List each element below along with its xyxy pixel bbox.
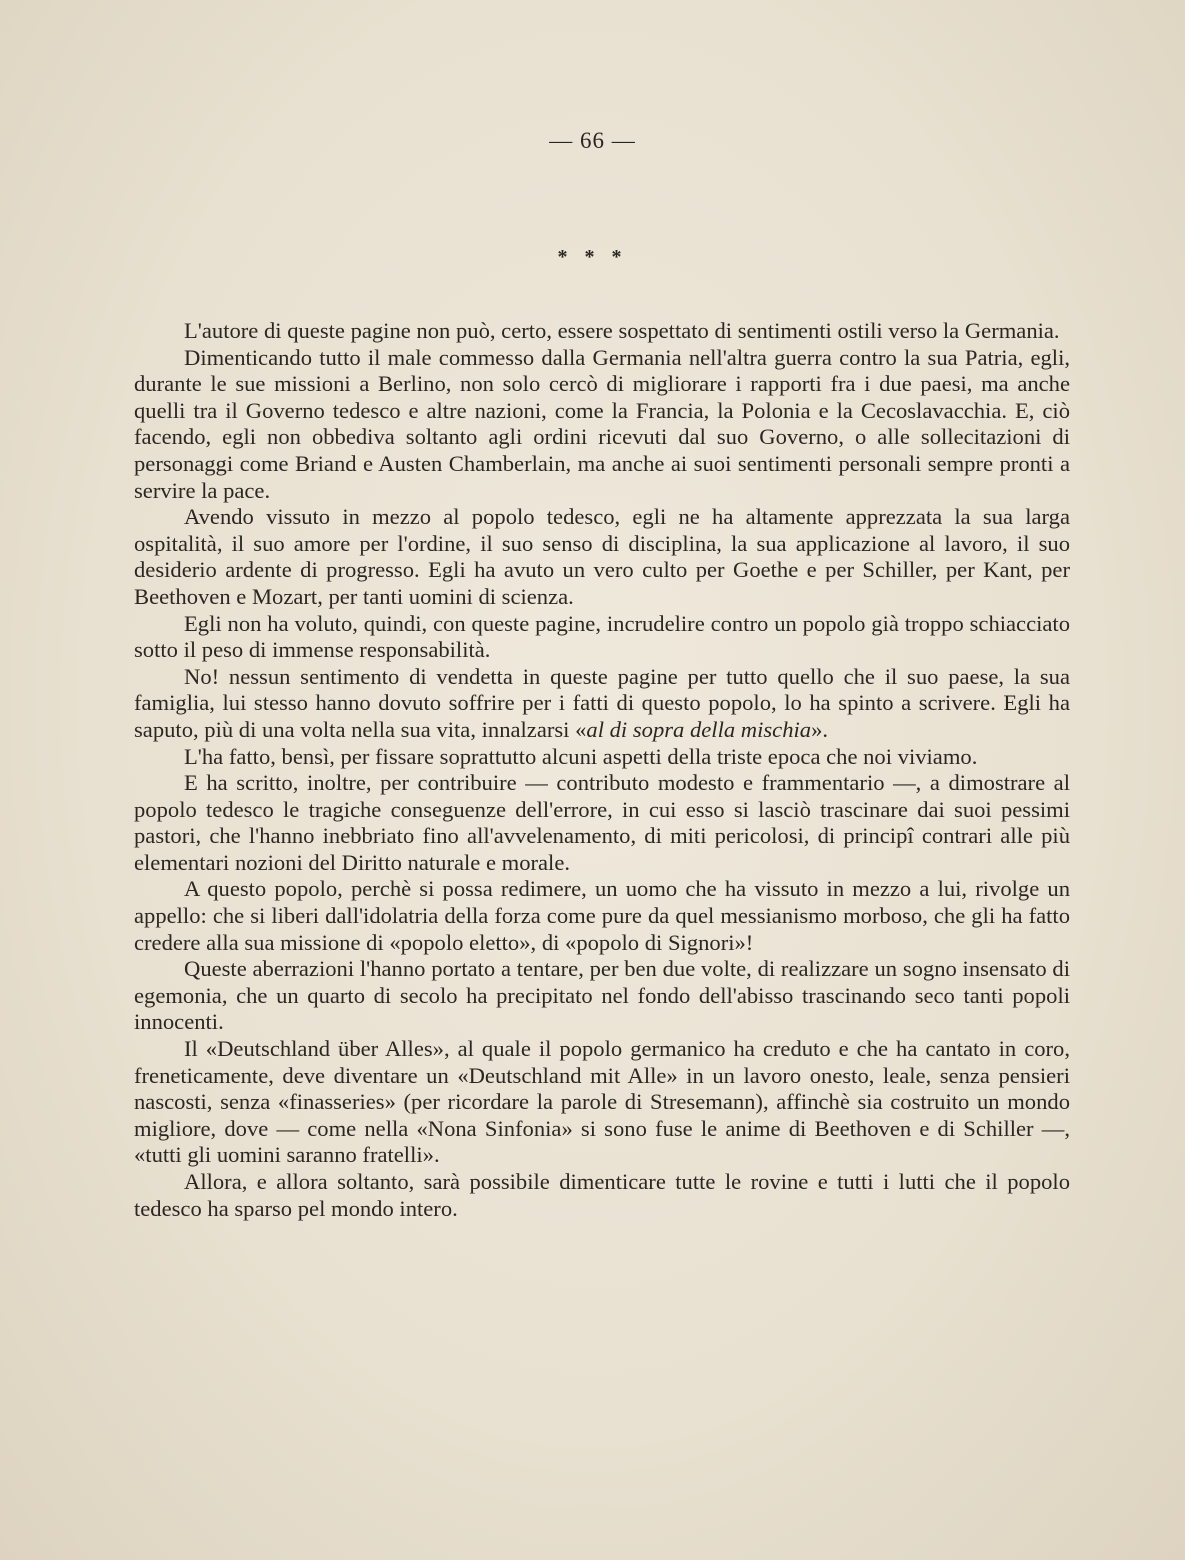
body-text [134,318,1070,1222]
paragraph-6: L'ha fatto, bensì, per fissare soprattutto alcuni aspetti della triste epoca che noi viviamo. [184,743,978,769]
paragraph-5-italic-quote: al di sopra della mischia [586,716,812,742]
paragraph-5-text-before: No! nessun sentimento di vendetta in queste pagine per tutto quello che il suo paese, la sua famiglia, lui stesso hanno dovuto soffrire per i fatti di questo popolo, lo ha spinto a scrivere. Egli ha saputo, più di una volta nella sua vita, innalzarsi « [134,663,1070,742]
section-separator: * * * [557,246,628,268]
paragraph-7: E ha scritto, inoltre, per contribuire — contributo modesto e frammentario —, a dimostrare al popolo tedesco le tragiche conseguenze dell'errore, in cui esso si lasciò trascinare dai suoi pessimi pastori, che l'hanno inebbriato fino all'avvelenamento, di miti pericolosi, di principî contrari alle più elementari nozioni del Diritto naturale e morale. [134,770,1070,875]
paragraph-4: Egli non ha voluto, quindi, con queste pagine, incrudelire contro un popolo già troppo schiacciato sotto il peso di immense responsabilità. [134,610,1070,663]
paragraph-8: A questo popolo, perchè si possa redimere, un uomo che ha vissuto in mezzo a lui, rivolge un appello: che si liberi dall'idolatria della forza come pure da quel messianismo morboso, che gli ha fatto credere alla sua missione di «popolo eletto», di «popolo di Signori»! [134,876,1070,955]
paragraph-9: Queste aberrazioni l'hanno portato a tentare, per ben due volte, di realizzare un sogno insensato di egemonia, che un quarto di secolo ha precipitato nel fondo dell'abisso trascinando seco tanti popoli innocenti. [134,956,1070,1035]
paragraph-5-text-after: ». [811,716,829,742]
paragraph-2: Dimenticando tutto il male commesso dalla Germania nell'altra guerra contro la sua Patria, egli, durante le sue missioni a Berlino, non solo cercò di migliorare i rapporti fra i due paesi, ma anche quelli tra il Governo tedesco e altre nazioni, come la Francia, la Polonia e la Cecoslavacchia. E, ciò facendo, egli non obbediva soltanto agli ordini ricevuti dal suo Governo, o alle sollecitazioni di personaggi come Briand e Austen Chamberlain, ma anche ai suoi sentimenti personali sempre pronti a servire la pace. [134,344,1070,503]
paragraph-5 [134,664,1070,744]
paragraph-1: L'autore di queste pagine non può, certo, essere sospettato di sentimenti ostili verso la Germania. [184,318,1060,343]
paragraph-10: Il «Deutschland über Alles», al quale il popolo germanico ha creduto e che ha cantato in coro, freneticamente, deve diventare un «Deutschland mit Alle» in un lavoro onesto, leale, senza pensieri nascosti, senza «finasseries» (per ricordare la parole di Stresemann), affinchè sia costruito un mondo migliore, dove — come nella «Nona Sinfonia» si sono fuse le anime di Beethoven e di Schiller —, «tutti gli uomini saranno fratelli». [134,1036,1070,1168]
paragraph-11: Allora, e allora soltanto, sarà possibile dimenticare tutte le rovine e tutti i lutti che il popolo tedesco ha sparso pel mondo intero. [134,1169,1070,1221]
paragraph-3: Avendo vissuto in mezzo al popolo tedesco, egli ne ha altamente apprezzata la sua larga ospitalità, il suo amore per l'ordine, il suo senso di disciplina, la sua applicazione al lavoro, il suo desiderio ardente di progresso. Egli ha avuto un vero culto per Goethe e per Schiller, per Kant, per Beethoven e Mozart, per tanti uomini di scienza. [134,504,1070,609]
page-number: — 66 — [549,128,636,153]
